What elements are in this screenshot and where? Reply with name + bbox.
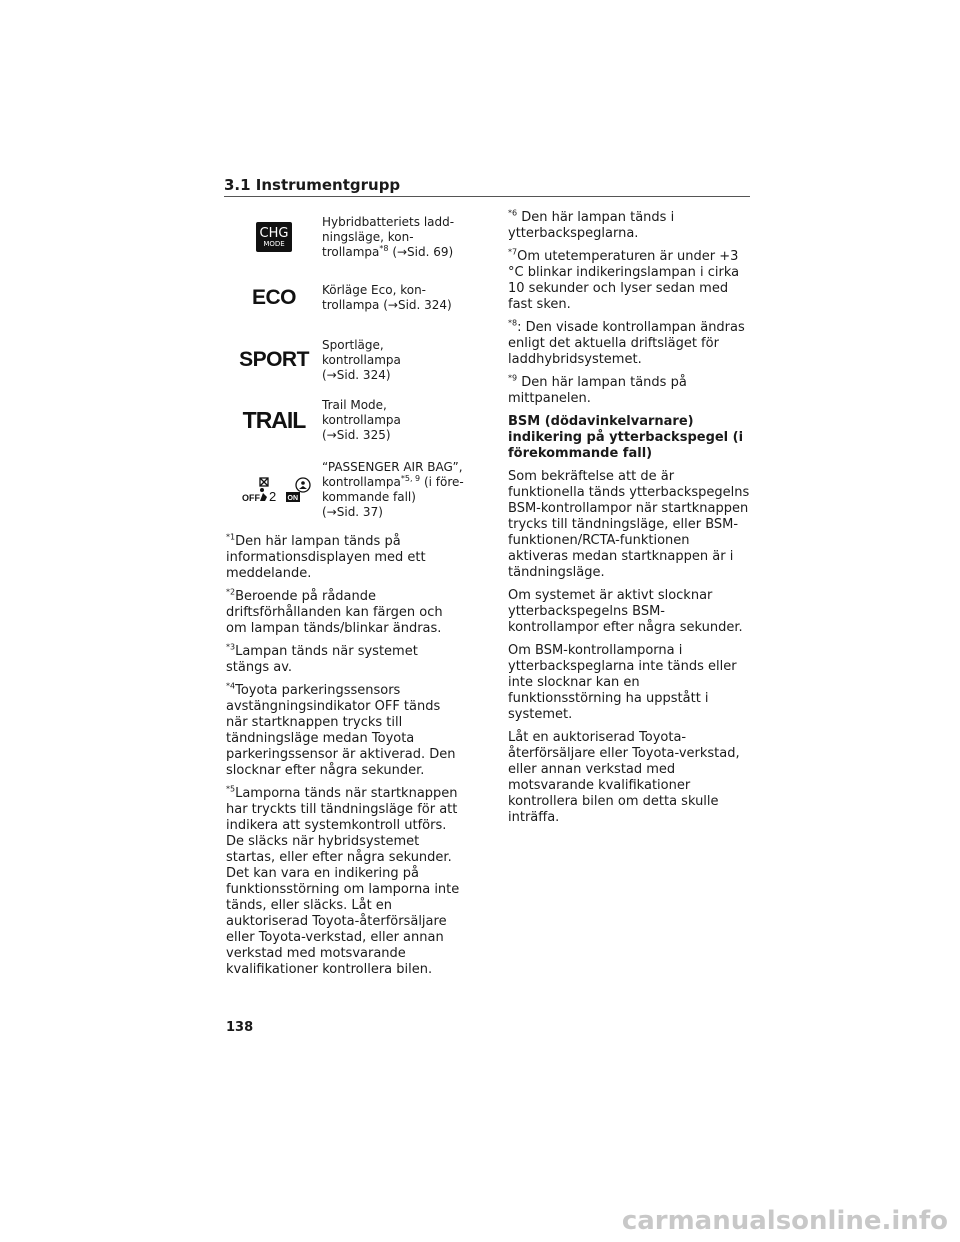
footnote	[226, 589, 464, 637]
indicator-description	[322, 338, 464, 383]
page-ref: (→Sid. 69)	[388, 244, 454, 259]
footnote-text: Den här lampan tänds på mittpanelen.	[508, 375, 687, 406]
right-column	[508, 210, 750, 833]
indicator-description	[322, 398, 464, 443]
desc-line: kommande fall)	[322, 490, 416, 504]
desc-line: trollampa	[322, 244, 380, 259]
chg-mode-icon	[226, 222, 322, 252]
sport-icon	[226, 348, 322, 371]
passenger-seat-number: 2	[269, 489, 277, 504]
bsm-heading: BSM (dödavinkelvarnare) indikering på ytterbackspegel (i förekommande fall)	[508, 414, 744, 461]
footnote	[508, 375, 750, 407]
eco-icon	[226, 286, 322, 309]
footnote	[226, 683, 464, 779]
airbag-off-on-icon	[234, 475, 314, 505]
footnote-text: Lampan tänds när systemet stängs av.	[226, 644, 418, 675]
footnote-text: Den här lampan tänds i ytterbackspeglarna.	[508, 210, 675, 241]
footnote-ref: *8	[379, 243, 389, 253]
footnote-text: Den här lampan tänds på informationsdisplayen med ett meddelande.	[226, 534, 426, 581]
watermark: carmanualsonline.info	[621, 1206, 948, 1236]
footnote	[508, 249, 750, 313]
page-number: 138	[226, 1020, 254, 1035]
footnote-text: : Den visade kontrollampan ändras enligt det aktuella driftsläget för laddhybridsystemet.	[508, 320, 745, 367]
desc-line: trollampa (→Sid. 324)	[322, 298, 452, 312]
bsm-paragraph: Som bekräftelse att de är funktionella tänds ytterbackspegelns BSM-kontrollampor när startknappen trycks till tändningsläge, eller BSM-funktionen/RCTA-funktionen aktiveras medan startknappen är i tändningsläge.	[508, 469, 750, 580]
indicator-row-sport	[226, 337, 464, 382]
desc-line: Hybridbatteriets ladd-	[322, 214, 455, 229]
indicator-row-passenger-airbag	[226, 454, 464, 526]
bsm-paragraph: Om BSM-kontrollamporna i ytterbackspeglarna inte tänds eller inte slocknar kan en funktionsstörning ha uppstått i systemet.	[508, 643, 737, 722]
desc-line: (i före-	[420, 475, 464, 489]
section-header	[224, 176, 750, 197]
footnote-ref: *5, 9	[400, 474, 421, 483]
passenger-airbag-icon	[226, 475, 322, 505]
desc-line: “PASSENGER AIR BAG”,	[322, 460, 463, 474]
footnote	[226, 786, 464, 978]
footnote	[226, 644, 464, 676]
desc-line: ningsläge, kon-	[322, 229, 414, 244]
indicator-row-trail	[226, 397, 464, 442]
footnote-mark: *3	[226, 642, 236, 652]
footnote-text: Lamporna tänds när startknappen har tryckts till tändningsläge för att indikera att systemkontroll utförs. De släcks när hybridsystemet startas, eller efter några sekunder. Det kan vara en indikering på funktionsstörning om lamporna inte tänds, eller släcks. Låt en auktoriserad Toyota-återförsäljare eller Toyota-verkstad, eller annan verkstad med motsvarande kvalifikationer kontrollera bilen.	[226, 786, 460, 977]
footnote-mark: *1	[226, 532, 236, 542]
footnote	[226, 534, 464, 582]
desc-line: kontrollampa	[322, 475, 401, 489]
on-icon-label: ON	[287, 495, 298, 502]
trail-icon-label: TRAIL	[242, 407, 306, 433]
indicator-description	[322, 283, 464, 313]
desc-line: (→Sid. 325)	[322, 427, 391, 442]
bsm-paragraph: Låt en auktoriserad Toyota-återförsäljare eller Toyota-verkstad, eller annan verkstad med motsvarande kvalifikationer kontrollera bilen om detta skulle inträffa.	[508, 730, 740, 825]
desc-line: (→Sid. 324)	[322, 367, 391, 382]
footnote-mark: *7	[508, 247, 518, 257]
footnote-text: Om utetemperaturen är under +3 °C blinkar indikeringslampan i cirka 10 sekunder och lyser sedan med fast sken.	[508, 249, 740, 312]
desc-line: Trail Mode, kontrollampa	[322, 397, 401, 427]
footnote-mark: *9	[508, 373, 518, 383]
footnote-mark: *8	[508, 318, 518, 328]
eco-icon-label: ECO	[251, 286, 296, 309]
footnote	[508, 320, 750, 368]
footnote-mark: *2	[226, 587, 236, 597]
indicator-description	[322, 460, 464, 520]
indicator-description	[322, 215, 464, 260]
indicator-row-chg	[226, 210, 464, 264]
footnote	[508, 210, 750, 242]
footnote-mark: *6	[508, 208, 518, 218]
left-column	[226, 210, 464, 985]
footnote-mark: *4	[226, 681, 236, 691]
trail-icon	[226, 407, 322, 433]
mode-icon-label: MODE	[263, 239, 285, 248]
desc-line: Sportläge, kontrollampa	[322, 337, 401, 367]
off-icon-label: OFF	[242, 493, 260, 503]
bsm-paragraph: Om systemet är aktivt slocknar ytterbackspegelns BSM-kontrollampor efter några sekunder.	[508, 588, 743, 635]
desc-line: Körläge Eco, kon-	[322, 283, 426, 297]
footnote-mark: *5	[226, 784, 236, 794]
page-ref: (→Sid. 37)	[322, 505, 383, 519]
footnote-text: Beroende på rådande driftsförhållanden kan färgen och om lampan tänds/blinkar ändras.	[226, 589, 443, 636]
sport-icon-label: SPORT	[239, 348, 309, 371]
footnote-text: Toyota parkeringssensors avstängningsindikator OFF tänds när startknappen trycks till tändningsläge medan Toyota parkeringssensor är aktiverad. Den slocknar efter några sekunder.	[226, 683, 456, 778]
indicator-row-eco	[226, 278, 464, 318]
chg-icon-label: CHG	[259, 225, 289, 241]
section-title: 3.1 Instrumentgrupp	[224, 176, 401, 194]
